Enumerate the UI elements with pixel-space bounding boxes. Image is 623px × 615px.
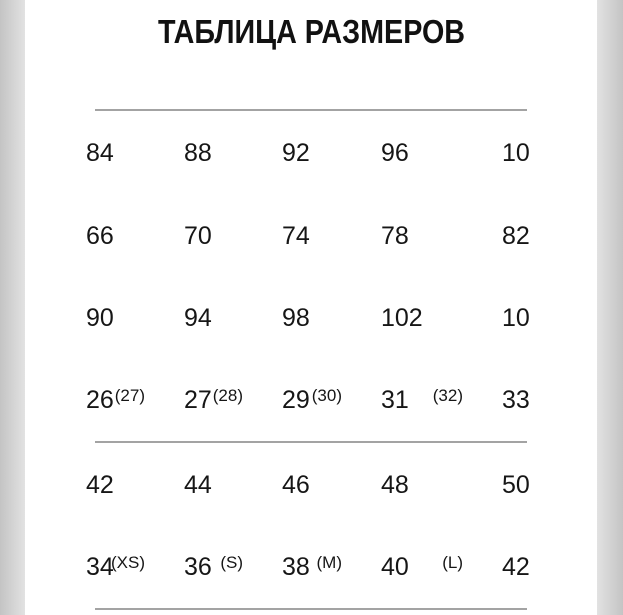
size-alt-value: (28) (212, 386, 243, 405)
size-value: 50 (502, 471, 530, 499)
size-value: 33 (502, 386, 530, 414)
size-cell (184, 221, 243, 251)
size-value: 36 (184, 553, 212, 581)
size-value: 90 (86, 304, 114, 332)
size-row (86, 221, 575, 251)
size-alt-value: (XS) (111, 553, 145, 572)
size-cell (184, 138, 243, 168)
size-value: 88 (184, 139, 212, 167)
size-value: 98 (282, 304, 310, 332)
size-cell (86, 385, 145, 415)
size-value: 10 (502, 304, 530, 332)
size-cell (381, 385, 463, 415)
size-cell (502, 385, 562, 415)
size-value: 102 (381, 304, 423, 332)
size-value: 44 (184, 471, 212, 499)
size-value: 82 (502, 222, 530, 250)
size-cell (381, 138, 463, 168)
table-divider (95, 109, 527, 111)
size-value: 70 (184, 222, 212, 250)
size-cell (184, 552, 243, 582)
size-value: 42 (86, 471, 114, 499)
size-cell (184, 470, 243, 500)
size-cell (282, 470, 342, 500)
size-cell (86, 138, 145, 168)
page-title: ТАБЛИЦА РАЗМЕРОВ (157, 13, 466, 50)
size-cell (282, 221, 342, 251)
size-row (86, 385, 575, 415)
size-value: 42 (502, 553, 530, 581)
size-value: 96 (381, 139, 409, 167)
size-cell (86, 470, 145, 500)
table-divider (95, 608, 527, 610)
size-alt-value: (M) (316, 553, 342, 572)
size-alt-value: (27) (114, 386, 145, 405)
size-value: 10 (502, 139, 530, 167)
size-cell (86, 303, 145, 333)
size-cell (282, 138, 342, 168)
size-cell (502, 552, 562, 582)
size-alt-value: (S) (220, 553, 243, 572)
size-alt-value: (L) (442, 553, 463, 572)
size-alt-value: (30) (311, 386, 342, 405)
size-value: 92 (282, 139, 310, 167)
size-value: 26 (86, 386, 114, 414)
size-cell (502, 470, 562, 500)
size-value: 29 (282, 386, 310, 414)
size-row (86, 303, 575, 333)
size-value: 48 (381, 471, 409, 499)
window-shadow-left (0, 0, 25, 615)
size-cell (502, 303, 562, 333)
size-value: 40 (381, 553, 409, 581)
size-value: 66 (86, 222, 114, 250)
size-alt-value: (32) (432, 386, 463, 405)
size-row (86, 552, 575, 582)
size-table-scroll-area[interactable] (86, 100, 530, 615)
page-title-container (0, 12, 623, 52)
size-value: 94 (184, 304, 212, 332)
window-shadow-right (597, 0, 623, 615)
size-cell (86, 552, 145, 582)
size-value: 46 (282, 471, 310, 499)
size-value: 78 (381, 222, 409, 250)
size-cell (502, 221, 562, 251)
size-cell (282, 385, 342, 415)
table-divider (95, 441, 527, 443)
size-cell (282, 552, 342, 582)
size-value: 38 (282, 553, 310, 581)
size-cell (184, 385, 243, 415)
size-cell (381, 221, 463, 251)
size-cell (184, 303, 243, 333)
size-value: 74 (282, 222, 310, 250)
size-value: 84 (86, 139, 114, 167)
size-value: 34 (86, 553, 114, 581)
size-cell (282, 303, 342, 333)
size-row (86, 470, 575, 500)
size-row (86, 138, 575, 168)
size-cell (86, 221, 145, 251)
size-cell (381, 552, 463, 582)
size-cell (502, 138, 562, 168)
size-cell (381, 470, 463, 500)
size-value: 27 (184, 386, 212, 414)
size-cell (381, 303, 463, 333)
size-value: 31 (381, 386, 409, 414)
